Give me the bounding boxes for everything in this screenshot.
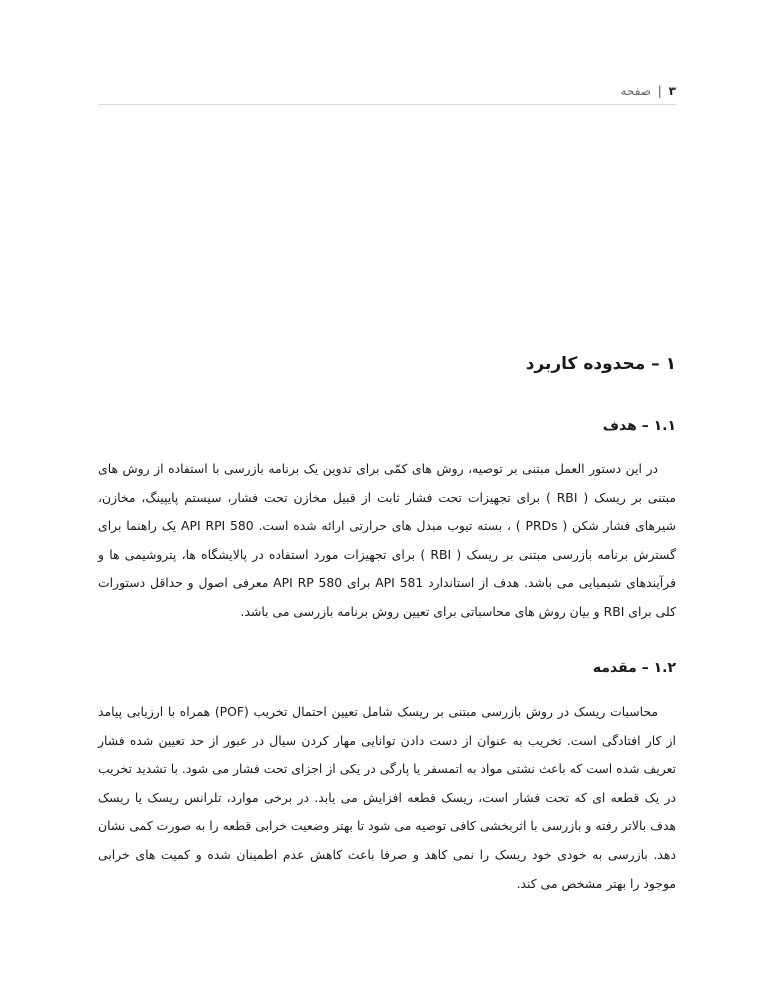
page-number: ۳ — [668, 84, 676, 98]
header-divider — [98, 104, 676, 105]
paragraph-goal — [98, 455, 676, 627]
paragraph-introduction-text: محاسبات ریسک در روش بازرسی مبتنی بر ریسک شامل تعیین احتمال تخریب (POF) همراه با ارزیابی پیامد از کار افتادگی است. تخریب به عنوان از دست دادن توانایی مهار کردن سیال در عبور از حد تعیین شده فشار تعریف شده است که باعث نشتی مواد به اتمسفر یا پارگی در یکی از اجزای تحت فشار می شود. با تشدید تخریب در یک قطعه ای که تحت فشار است، ریسک قطعه افزایش می یابد. در برخی موارد، تلرانس ریسک یا ریسک هدف بالاتر رفته و بازرسی با اثربخشی کافی توصیه می شود تا بهتر وضعیت خرابی قطعه را به صورت کمی نشان دهد. بازرسی به خودی خود ریسک را نمی کاهد و صرفا باعث کاهش عدم اطمینان شده و کمیت های خرابی موجود را بهتر مشخص می کند. — [98, 704, 676, 891]
paragraph-introduction — [98, 698, 676, 898]
page-word: صفحه — [620, 84, 651, 98]
subsection-heading-introduction: ۱.۲ – مقدمه — [592, 660, 676, 676]
paragraph-goal-text: در این دستور العمل مبتنی بر توصیه، روش های کمّی برای تدوین یک برنامه بازرسی با استفاده از روش های مبتنی بر ریسک ( RBI ) برای تجهیزات تحت فشار ثابت از قبیل مخازن تحت فشار، سیستم پایپینگ، مخازن، شیرهای فشار شکن ( PRDs ) ، بسته تیوب مبدل های حرارتی ارائه شده است. API RPI 580 یک راهنما برای گسترش برنامه بازرسی مبتنی بر ریسک ( RBI ) برای تجهیزات مورد استفاده در پالایشگاه ها، پتروشیمی ها و فرآیندهای شیمیایی می باشد. هدف از استاندارد API 581 برای API RP 580 معرفی اصول و حداقل دستورات کلی برای RBI و بیان روش های محاسباتی برای تعیین روش برنامه بازرسی می باشد. — [98, 461, 677, 619]
subsection-heading-goal: ۱.۱ – هدف — [602, 418, 676, 434]
page-header — [98, 84, 676, 104]
section-heading-scope: ۱ – محدوده کاربرد — [525, 354, 676, 374]
header-separator: | — [657, 84, 662, 98]
